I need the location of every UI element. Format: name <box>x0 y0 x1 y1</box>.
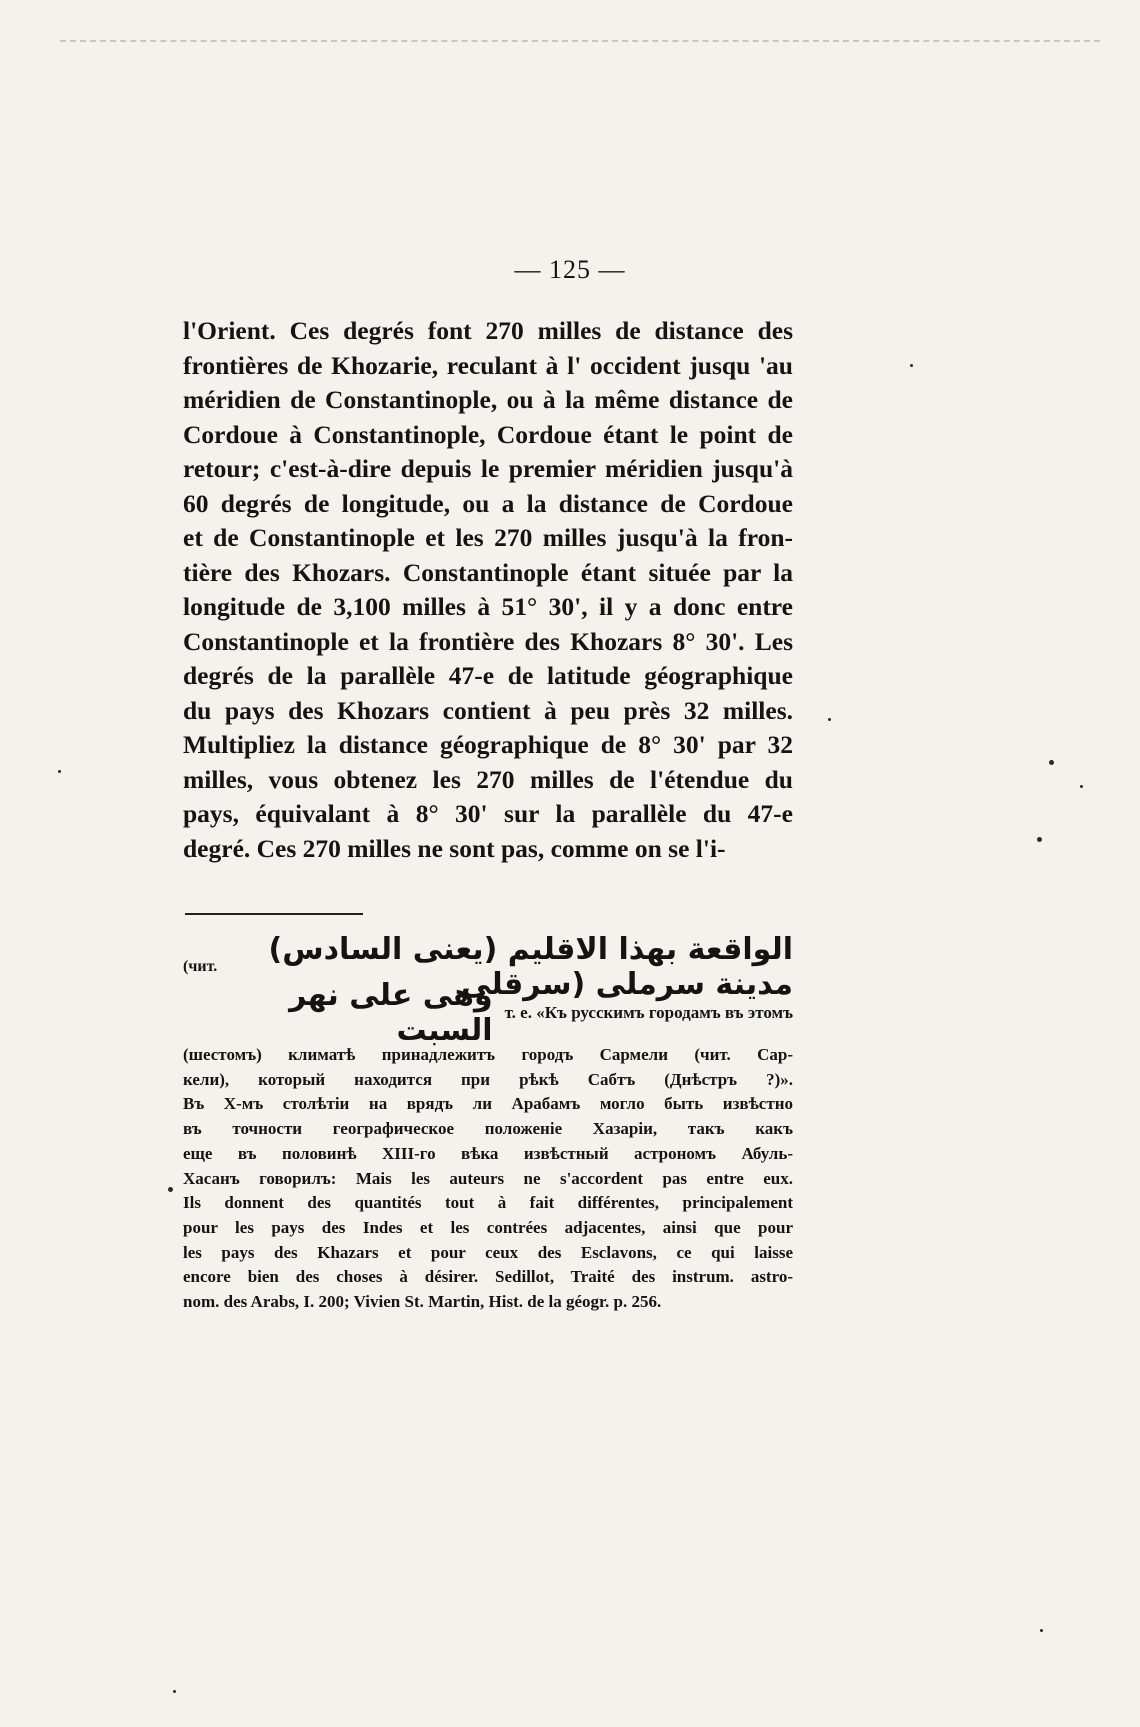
footnote-line: Ils donnent des quantités tout à fait différentes, principalement <box>183 1193 793 1213</box>
body-line: tière des Khozars. Constantinople étant située par la <box>183 557 793 587</box>
scan-speck <box>1040 1629 1043 1632</box>
scan-top-edge <box>60 40 1100 48</box>
scan-speck <box>910 364 913 367</box>
body-line: Cordoue à Constantinople, Cordoue étant le point de <box>183 419 793 449</box>
footnote-translation-start: т. е. «Къ русскимъ городамъ въ этомъ <box>504 1003 793 1022</box>
footnote-divider <box>185 913 363 915</box>
footnote-line: въ точности географическое положеніе Хазаріи, такъ какъ <box>183 1119 793 1139</box>
page-number: — 125 — <box>514 255 626 284</box>
footnote-line: pour les pays des Indes et les contrées adjacentes, ainsi que pour <box>183 1217 793 1237</box>
footnote-line: Въ Х-мъ столѣтіи на врядъ ли Арабамъ могло быть извѣстно <box>183 1094 793 1114</box>
body-line: degré. Ces 270 milles ne sont pas, comme on se l'i- <box>183 833 726 863</box>
scan-speck <box>168 1187 173 1192</box>
footnote-line: les pays des Khazars et pour ceux des Esclavons, ce qui laisse <box>183 1242 793 1262</box>
body-line: frontières de Khozarie, reculant à l' occident jusqu 'au <box>183 350 793 380</box>
footnote-arabic-line-2 <box>183 978 793 1048</box>
body-line: pays, équivalant à 8° 30' sur la parallèle du 47-e <box>183 799 793 828</box>
body-line: longitude de 3,100 milles à 51° 30', il y a donc entre <box>183 592 793 621</box>
body-line: 60 degrés de longitude, ou a la distance de Cordoue <box>183 488 793 518</box>
body-line: degrés de la parallèle 47-e de latitude géographique <box>183 661 793 690</box>
scan-speck <box>173 1690 176 1693</box>
body-line: milles, vous obtenez les 270 milles de l'étendue du <box>183 764 793 794</box>
body-line: l'Orient. Ces degrés font 270 milles de distance des <box>183 316 793 345</box>
footnote-line: encore bien des choses à désirer. Sedillot, Traité des instrum. astro- <box>183 1267 793 1287</box>
footnote-line: (шестомъ) климатѣ принадлежитъ городъ Сармели (чит. Сар- <box>183 1045 793 1064</box>
scan-speck <box>828 718 831 721</box>
footnote-text <box>183 1043 793 1315</box>
scan-speck <box>1049 760 1054 765</box>
scan-speck <box>1037 837 1042 842</box>
footnote-line: кели), который находится при рѣкѣ Сабтъ (Днѣстръ ?)». <box>183 1069 793 1089</box>
body-line: Multipliez la distance géographique de 8° 30' par 32 <box>183 730 793 759</box>
footnote-line: еще въ половинѣ XIII-го вѣка извѣстный астрономъ Абуль- <box>183 1143 793 1163</box>
body-text <box>183 314 793 866</box>
body-line: méridien de Constantinople, ou à la même distance de <box>183 385 793 414</box>
footnote-arabic-text: الواقعة بهذا الاقليم (يعنى السادس) مدينة سرملى (سرقلى <box>268 932 793 1002</box>
body-line: et de Constantinople et les 270 milles jusqu'à la fron- <box>183 523 793 552</box>
scan-speck <box>58 770 61 773</box>
body-line: retour; c'est-à-dire depuis le premier méridien jusqu'à <box>183 454 793 483</box>
body-line: du pays des Khozars contient à peu près 32 milles. <box>183 695 793 725</box>
footnote-chit-label: (чит. <box>183 958 218 975</box>
footnote-line: Хасанъ говорилъ: Mais les auteurs ne s'accordent pas entre eux. <box>183 1168 793 1188</box>
footnote-line: nom. des Arabs, I. 200; Vivien St. Martin, Hist. de la géogr. p. 256. <box>183 1292 662 1312</box>
scan-speck <box>1080 785 1083 788</box>
body-line: Constantinople et la frontière des Khozars 8° 30'. Les <box>183 626 793 656</box>
footnote-arabic-text-2: وهى على نهر السبت <box>289 978 493 1048</box>
